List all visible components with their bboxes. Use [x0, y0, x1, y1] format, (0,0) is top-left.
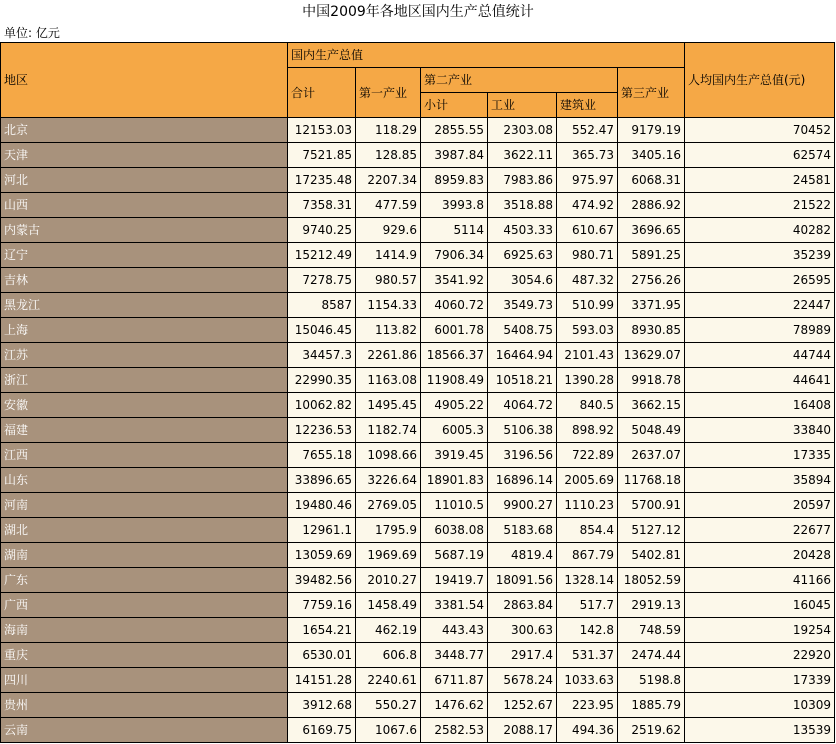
- construction-cell: 223.95: [557, 693, 618, 718]
- tertiary-cell: 5402.81: [618, 543, 685, 568]
- total-cell: 15212.49: [288, 243, 356, 268]
- construction-cell: 854.4: [557, 518, 618, 543]
- secondary-subtotal-cell: 2855.55: [421, 118, 488, 143]
- industry-cell: 4064.72: [488, 393, 557, 418]
- primary-cell: 1795.9: [356, 518, 421, 543]
- region-cell: 上海: [1, 318, 288, 343]
- construction-cell: 975.97: [557, 168, 618, 193]
- total-cell: 7655.18: [288, 443, 356, 468]
- total-cell: 14151.28: [288, 668, 356, 693]
- secondary-subtotal-cell: 3448.77: [421, 643, 488, 668]
- region-cell: 吉林: [1, 268, 288, 293]
- per-capita-cell: 44744: [685, 343, 835, 368]
- secondary-subtotal-cell: 3987.84: [421, 143, 488, 168]
- tertiary-cell: 5700.91: [618, 493, 685, 518]
- region-cell: 海南: [1, 618, 288, 643]
- per-capita-cell: 16408: [685, 393, 835, 418]
- primary-cell: 2769.05: [356, 493, 421, 518]
- total-cell: 12961.1: [288, 518, 356, 543]
- per-capita-cell: 33840: [685, 418, 835, 443]
- primary-cell: 477.59: [356, 193, 421, 218]
- industry-cell: 300.63: [488, 618, 557, 643]
- header-construction: 建筑业: [557, 93, 618, 118]
- per-capita-cell: 22920: [685, 643, 835, 668]
- secondary-subtotal-cell: 2582.53: [421, 718, 488, 743]
- region-cell: 湖南: [1, 543, 288, 568]
- header-total: 合计: [288, 68, 356, 118]
- primary-cell: 1067.6: [356, 718, 421, 743]
- industry-cell: 4819.4: [488, 543, 557, 568]
- primary-cell: 2207.34: [356, 168, 421, 193]
- region-cell: 湖北: [1, 518, 288, 543]
- construction-cell: 1390.28: [557, 368, 618, 393]
- table-row: [1, 143, 835, 168]
- secondary-subtotal-cell: 19419.7: [421, 568, 488, 593]
- secondary-subtotal-cell: 1476.62: [421, 693, 488, 718]
- tertiary-cell: 748.59: [618, 618, 685, 643]
- tertiary-cell: 2637.07: [618, 443, 685, 468]
- region-cell: 广西: [1, 593, 288, 618]
- construction-cell: 474.92: [557, 193, 618, 218]
- secondary-subtotal-cell: 443.43: [421, 618, 488, 643]
- page-title: 中国2009年各地区国内生产总值统计: [302, 4, 534, 20]
- total-cell: 19480.46: [288, 493, 356, 518]
- total-cell: 7358.31: [288, 193, 356, 218]
- gdp-table: [0, 42, 835, 743]
- header-per-capita: 人均国内生产总值(元): [685, 43, 835, 118]
- construction-cell: 2101.43: [557, 343, 618, 368]
- total-cell: 13059.69: [288, 543, 356, 568]
- secondary-subtotal-cell: 3919.45: [421, 443, 488, 468]
- region-cell: 河北: [1, 168, 288, 193]
- secondary-subtotal-cell: 11010.5: [421, 493, 488, 518]
- industry-cell: 16464.94: [488, 343, 557, 368]
- table-row: [1, 418, 835, 443]
- primary-cell: 2240.61: [356, 668, 421, 693]
- per-capita-cell: 35894: [685, 468, 835, 493]
- construction-cell: 722.89: [557, 443, 618, 468]
- secondary-subtotal-cell: 18566.37: [421, 343, 488, 368]
- primary-cell: 550.27: [356, 693, 421, 718]
- tertiary-cell: 8930.85: [618, 318, 685, 343]
- secondary-subtotal-cell: 3993.8: [421, 193, 488, 218]
- industry-cell: 5183.68: [488, 518, 557, 543]
- table-row: [1, 193, 835, 218]
- primary-cell: 1182.74: [356, 418, 421, 443]
- table-row: [1, 618, 835, 643]
- primary-cell: 1495.45: [356, 393, 421, 418]
- region-cell: 黑龙江: [1, 293, 288, 318]
- region-cell: 广东: [1, 568, 288, 593]
- construction-cell: 898.92: [557, 418, 618, 443]
- total-cell: 17235.48: [288, 168, 356, 193]
- table-row: [1, 693, 835, 718]
- construction-cell: 867.79: [557, 543, 618, 568]
- secondary-subtotal-cell: 4060.72: [421, 293, 488, 318]
- industry-cell: 2917.4: [488, 643, 557, 668]
- secondary-subtotal-cell: 6038.08: [421, 518, 488, 543]
- total-cell: 9740.25: [288, 218, 356, 243]
- per-capita-cell: 22447: [685, 293, 835, 318]
- header-primary: 第一产业: [356, 68, 421, 118]
- region-cell: 山西: [1, 193, 288, 218]
- per-capita-cell: 16045: [685, 593, 835, 618]
- primary-cell: 1458.49: [356, 593, 421, 618]
- primary-cell: 1163.08: [356, 368, 421, 393]
- per-capita-cell: 44641: [685, 368, 835, 393]
- total-cell: 12236.53: [288, 418, 356, 443]
- tertiary-cell: 3371.95: [618, 293, 685, 318]
- industry-cell: 3518.88: [488, 193, 557, 218]
- total-cell: 7521.85: [288, 143, 356, 168]
- region-cell: 天津: [1, 143, 288, 168]
- table-row: [1, 368, 835, 393]
- per-capita-cell: 13539: [685, 718, 835, 743]
- tertiary-cell: 11768.18: [618, 468, 685, 493]
- industry-cell: 10518.21: [488, 368, 557, 393]
- secondary-subtotal-cell: 8959.83: [421, 168, 488, 193]
- construction-cell: 552.47: [557, 118, 618, 143]
- region-cell: 内蒙古: [1, 218, 288, 243]
- tertiary-cell: 2474.44: [618, 643, 685, 668]
- industry-cell: 1252.67: [488, 693, 557, 718]
- total-cell: 15046.45: [288, 318, 356, 343]
- tertiary-cell: 9918.78: [618, 368, 685, 393]
- tertiary-cell: 2756.26: [618, 268, 685, 293]
- primary-cell: 929.6: [356, 218, 421, 243]
- tertiary-cell: 3662.15: [618, 393, 685, 418]
- table-row: [1, 293, 835, 318]
- construction-cell: 517.7: [557, 593, 618, 618]
- table-row: [1, 543, 835, 568]
- construction-cell: 1033.63: [557, 668, 618, 693]
- industry-cell: 5678.24: [488, 668, 557, 693]
- total-cell: 3912.68: [288, 693, 356, 718]
- tertiary-cell: 2886.92: [618, 193, 685, 218]
- industry-cell: 5408.75: [488, 318, 557, 343]
- per-capita-cell: 78989: [685, 318, 835, 343]
- primary-cell: 980.57: [356, 268, 421, 293]
- primary-cell: 2261.86: [356, 343, 421, 368]
- construction-cell: 593.03: [557, 318, 618, 343]
- tertiary-cell: 5048.49: [618, 418, 685, 443]
- secondary-subtotal-cell: 4905.22: [421, 393, 488, 418]
- table-row: [1, 318, 835, 343]
- per-capita-cell: 62574: [685, 143, 835, 168]
- per-capita-cell: 22677: [685, 518, 835, 543]
- primary-cell: 118.29: [356, 118, 421, 143]
- region-cell: 河南: [1, 493, 288, 518]
- tertiary-cell: 6068.31: [618, 168, 685, 193]
- region-cell: 江苏: [1, 343, 288, 368]
- construction-cell: 1110.23: [557, 493, 618, 518]
- primary-cell: 1414.9: [356, 243, 421, 268]
- per-capita-cell: 17335: [685, 443, 835, 468]
- secondary-subtotal-cell: 6005.3: [421, 418, 488, 443]
- region-cell: 重庆: [1, 643, 288, 668]
- secondary-subtotal-cell: 6711.87: [421, 668, 488, 693]
- per-capita-cell: 20597: [685, 493, 835, 518]
- per-capita-cell: 21522: [685, 193, 835, 218]
- header-tertiary: 第三产业: [618, 68, 685, 118]
- region-cell: 江西: [1, 443, 288, 468]
- tertiary-cell: 3405.16: [618, 143, 685, 168]
- region-cell: 云南: [1, 718, 288, 743]
- total-cell: 22990.35: [288, 368, 356, 393]
- primary-cell: 1969.69: [356, 543, 421, 568]
- primary-cell: 113.82: [356, 318, 421, 343]
- primary-cell: 606.8: [356, 643, 421, 668]
- per-capita-cell: 70452: [685, 118, 835, 143]
- table-row: [1, 668, 835, 693]
- table-row: [1, 593, 835, 618]
- tertiary-cell: 3696.65: [618, 218, 685, 243]
- primary-cell: 128.85: [356, 143, 421, 168]
- table-row: [1, 643, 835, 668]
- tertiary-cell: 13629.07: [618, 343, 685, 368]
- total-cell: 8587: [288, 293, 356, 318]
- per-capita-cell: 19254: [685, 618, 835, 643]
- region-cell: 辽宁: [1, 243, 288, 268]
- header-industry: 工业: [488, 93, 557, 118]
- table-row: [1, 268, 835, 293]
- region-cell: 四川: [1, 668, 288, 693]
- tertiary-cell: 2519.62: [618, 718, 685, 743]
- industry-cell: 7983.86: [488, 168, 557, 193]
- header-region: 地区: [1, 43, 288, 118]
- table-row: [1, 518, 835, 543]
- construction-cell: 610.67: [557, 218, 618, 243]
- per-capita-cell: 17339: [685, 668, 835, 693]
- region-cell: 浙江: [1, 368, 288, 393]
- table-row: [1, 493, 835, 518]
- per-capita-cell: 10309: [685, 693, 835, 718]
- table-body: [1, 43, 835, 743]
- construction-cell: 494.36: [557, 718, 618, 743]
- construction-cell: 487.32: [557, 268, 618, 293]
- total-cell: 34457.3: [288, 343, 356, 368]
- header-secondary: 第二产业: [421, 68, 618, 93]
- per-capita-cell: 40282: [685, 218, 835, 243]
- tertiary-cell: 5891.25: [618, 243, 685, 268]
- tertiary-cell: 5127.12: [618, 518, 685, 543]
- table-row: [1, 343, 835, 368]
- table-row: [1, 243, 835, 268]
- table-row: [1, 218, 835, 243]
- construction-cell: 980.71: [557, 243, 618, 268]
- region-cell: 贵州: [1, 693, 288, 718]
- construction-cell: 2005.69: [557, 468, 618, 493]
- tertiary-cell: 2919.13: [618, 593, 685, 618]
- per-capita-cell: 41166: [685, 568, 835, 593]
- per-capita-cell: 26595: [685, 268, 835, 293]
- secondary-subtotal-cell: 3541.92: [421, 268, 488, 293]
- industry-cell: 3196.56: [488, 443, 557, 468]
- industry-cell: 9900.27: [488, 493, 557, 518]
- construction-cell: 365.73: [557, 143, 618, 168]
- region-cell: 福建: [1, 418, 288, 443]
- per-capita-cell: 20428: [685, 543, 835, 568]
- construction-cell: 142.8: [557, 618, 618, 643]
- table-row: [1, 718, 835, 743]
- table-row: [1, 443, 835, 468]
- secondary-subtotal-cell: 11908.49: [421, 368, 488, 393]
- industry-cell: 2863.84: [488, 593, 557, 618]
- secondary-subtotal-cell: 7906.34: [421, 243, 488, 268]
- table-row: [1, 393, 835, 418]
- secondary-subtotal-cell: 18901.83: [421, 468, 488, 493]
- total-cell: 6169.75: [288, 718, 356, 743]
- table-row: [1, 468, 835, 493]
- total-cell: 39482.56: [288, 568, 356, 593]
- industry-cell: 6925.63: [488, 243, 557, 268]
- secondary-subtotal-cell: 5114: [421, 218, 488, 243]
- tertiary-cell: 18052.59: [618, 568, 685, 593]
- tertiary-cell: 9179.19: [618, 118, 685, 143]
- unit-label: 单位: 亿元: [4, 26, 60, 40]
- secondary-subtotal-cell: 3381.54: [421, 593, 488, 618]
- region-cell: 北京: [1, 118, 288, 143]
- industry-cell: 3549.73: [488, 293, 557, 318]
- total-cell: 6530.01: [288, 643, 356, 668]
- industry-cell: 2088.17: [488, 718, 557, 743]
- per-capita-cell: 24581: [685, 168, 835, 193]
- total-cell: 12153.03: [288, 118, 356, 143]
- table-row: [1, 118, 835, 143]
- tertiary-cell: 5198.8: [618, 668, 685, 693]
- construction-cell: 510.99: [557, 293, 618, 318]
- industry-cell: 3054.6: [488, 268, 557, 293]
- primary-cell: 3226.64: [356, 468, 421, 493]
- industry-cell: 5106.38: [488, 418, 557, 443]
- industry-cell: 18091.56: [488, 568, 557, 593]
- construction-cell: 840.5: [557, 393, 618, 418]
- primary-cell: 462.19: [356, 618, 421, 643]
- total-cell: 1654.21: [288, 618, 356, 643]
- construction-cell: 531.37: [557, 643, 618, 668]
- industry-cell: 4503.33: [488, 218, 557, 243]
- region-cell: 山东: [1, 468, 288, 493]
- region-cell: 安徽: [1, 393, 288, 418]
- construction-cell: 1328.14: [557, 568, 618, 593]
- total-cell: 7278.75: [288, 268, 356, 293]
- primary-cell: 1154.33: [356, 293, 421, 318]
- per-capita-cell: 35239: [685, 243, 835, 268]
- total-cell: 10062.82: [288, 393, 356, 418]
- industry-cell: 3622.11: [488, 143, 557, 168]
- table-row: [1, 168, 835, 193]
- industry-cell: 2303.08: [488, 118, 557, 143]
- total-cell: 7759.16: [288, 593, 356, 618]
- table-row: [1, 568, 835, 593]
- secondary-subtotal-cell: 6001.78: [421, 318, 488, 343]
- total-cell: 33896.65: [288, 468, 356, 493]
- secondary-subtotal-cell: 5687.19: [421, 543, 488, 568]
- primary-cell: 1098.66: [356, 443, 421, 468]
- header-subtotal: 小计: [421, 93, 488, 118]
- tertiary-cell: 1885.79: [618, 693, 685, 718]
- header-gdp: 国内生产总值: [288, 43, 685, 68]
- primary-cell: 2010.27: [356, 568, 421, 593]
- industry-cell: 16896.14: [488, 468, 557, 493]
